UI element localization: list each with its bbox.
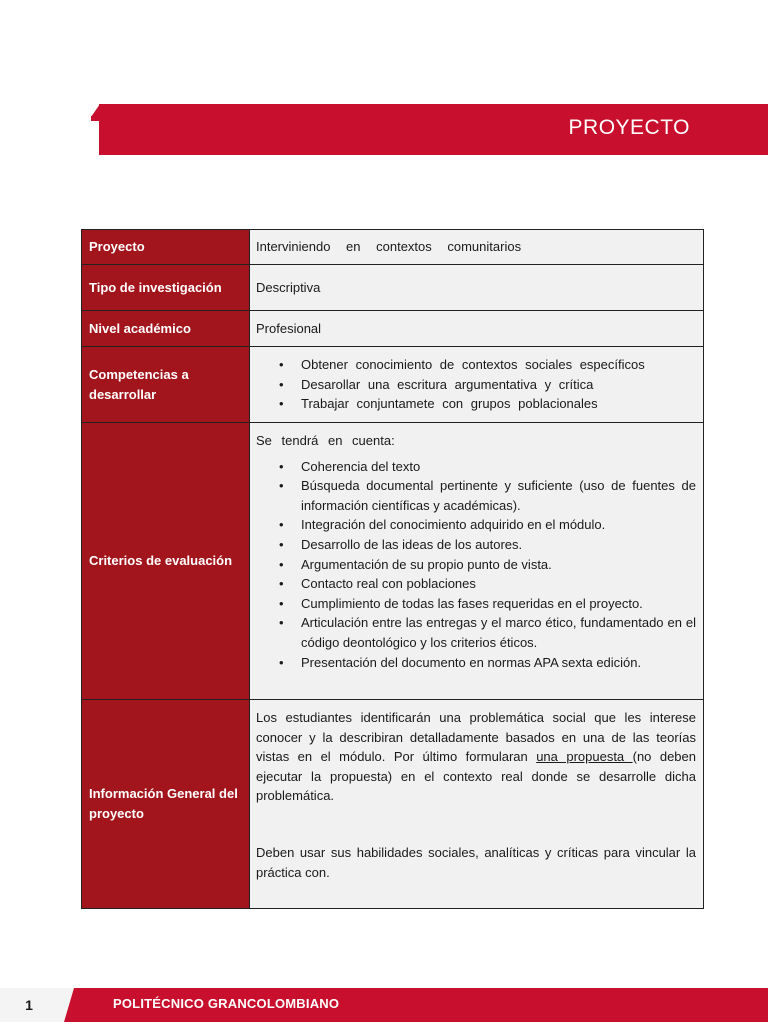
list-item: • Trabajar conjuntamete con grupos poblacionales <box>256 394 696 414</box>
list-item: • Cumplimiento de todas las fases requeridas en el proyecto. <box>256 594 696 614</box>
list-item: • Argumentación de su propio punto de vista. <box>256 555 696 575</box>
table-row-proyecto <box>82 230 704 265</box>
value-competencias <box>250 347 704 423</box>
value-tipo: Descriptiva <box>250 265 704 311</box>
list-item: • Búsqueda documental pertinente y suficiente (uso de fuentes de información científicas y académicas). <box>256 476 696 515</box>
value-proyecto <box>250 230 704 265</box>
label-tipo: Tipo de investigación <box>82 265 250 311</box>
page-title: PROYECTO <box>568 116 690 139</box>
criterios-list <box>256 457 696 673</box>
list-item: • Presentación del documento en normas APA sexta edición. <box>256 653 696 673</box>
list-item: • Articulación entre las entregas y el marco ético, fundamentado en el código deontológico y los criterios éticos. <box>256 613 696 652</box>
label-criterios: Criterios de evaluación <box>82 423 250 700</box>
list-item: • Contacto real con poblaciones <box>256 574 696 594</box>
table-row-competencias <box>82 347 704 423</box>
list-item: • Desarrollo de las ideas de los autores. <box>256 535 696 555</box>
informacion-p1-start: Los estudiantes identificarán una problemática social que les interese conocer y la describiran detalladamente basados en una de las teorías vistas en el módulo. Por último formularan <box>256 710 696 765</box>
footer-wedge <box>64 988 74 1022</box>
value-criterios <box>250 423 704 700</box>
project-info-table <box>81 229 704 909</box>
footer-institution: POLITÉCNICO GRANCOLOMBIANO <box>113 996 340 1011</box>
table-row-tipo <box>82 265 704 311</box>
list-item: • Coherencia del texto <box>256 457 696 477</box>
competencias-list <box>256 355 696 414</box>
list-item: • Desarollar una escritura argumentativa y crítica <box>256 375 696 395</box>
table-row-criterios <box>82 423 704 700</box>
header-notch-fill <box>91 116 100 121</box>
informacion-p1-underlined: una propuesta <box>536 749 633 765</box>
criterios-intro: Se tendrá en cuenta: <box>256 433 395 448</box>
informacion-paragraph-1 <box>256 708 696 806</box>
label-informacion: Información General del proyecto <box>82 700 250 909</box>
label-proyecto: Proyecto <box>82 230 250 265</box>
label-competencias: Competencias a desarrollar <box>82 347 250 423</box>
list-item: • Integración del conocimiento adquirido en el módulo. <box>256 515 696 535</box>
label-nivel: Nivel académico <box>82 311 250 347</box>
value-nivel: Profesional <box>250 311 704 347</box>
table-row-informacion <box>82 700 704 909</box>
informacion-p1-end: (no deben ejecutar la propuesta) en el contexto real donde se desarrolle dicha problemática. <box>256 749 696 804</box>
proyecto-text: Interviniendo en contextos comunitarios <box>256 239 522 255</box>
value-informacion <box>250 700 704 909</box>
table-row-nivel <box>82 311 704 347</box>
page-number: 1 <box>25 997 33 1013</box>
list-item: • Obtener conocimiento de contextos sociales específicos <box>256 355 696 375</box>
informacion-paragraph-2: Deben usar sus habilidades sociales, analíticas y críticas para vincular la práctica con. <box>256 844 696 880</box>
